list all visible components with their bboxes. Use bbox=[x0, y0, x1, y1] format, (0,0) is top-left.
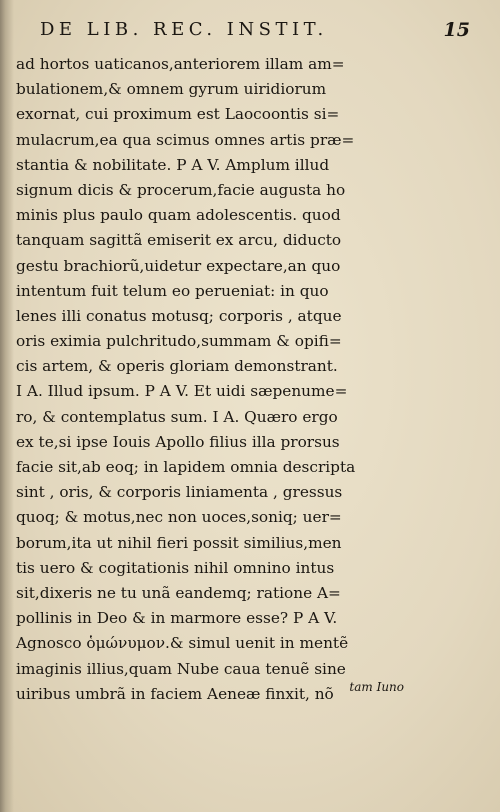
text-line: signum dicis & procerum,facie augusta ho bbox=[16, 180, 346, 199]
text-line: sint , oris, & corporis liniamenta , gressus bbox=[16, 483, 343, 502]
text-line: pollinis in Deo & in marmore esse? P A V. bbox=[16, 609, 338, 628]
text-line: tis uero & cogitationis nihil omnino intus bbox=[16, 558, 335, 577]
text-line: sit,dixeris ne tu unã eandemq; ratione A= bbox=[16, 583, 341, 602]
text-line: facie sit,ab eoq; in lapidem omnia descripta bbox=[16, 458, 356, 476]
page-number: 15 bbox=[443, 19, 470, 41]
text-line: I A. Illud ipsum. P A V. Et uidi sæpenume= bbox=[16, 382, 348, 401]
text-line: ro, & contemplatus sum. I A. Quæro ergo bbox=[16, 407, 338, 426]
text-line: imaginis illius,quam Nube caua tenuẽ sine bbox=[16, 659, 346, 678]
text-line: borum,ita ut nihil fieri possit similius,men bbox=[16, 533, 342, 552]
text-line: lenes illi conatus motusq; corporis , atque bbox=[16, 306, 342, 325]
text-line: gestu brachiorũ,uidetur expectare,an quo bbox=[16, 256, 341, 275]
running-head-title: DE LIB. REC. INSTIT. bbox=[40, 19, 328, 40]
running-head bbox=[40, 19, 470, 49]
text-line: Agnosco ὁμώνυμον.& simul uenit in mentẽ bbox=[16, 634, 349, 653]
catchword: tam Iuno bbox=[349, 680, 404, 694]
text-line: ex te,si ipse Iouis Apollo filius illa prorsus bbox=[16, 432, 340, 451]
text-line: uiribus umbrã in faciem Aeneæ finxit, nõ bbox=[16, 684, 334, 703]
text-line: bulationem,& omnem gyrum uiridiorum bbox=[16, 80, 327, 99]
text-line: stantia & nobilitate. P A V. Amplum illud bbox=[16, 155, 330, 174]
text-line: mulacrum,ea qua scimus omnes artis præ= bbox=[16, 130, 355, 149]
binding-gutter-shadow bbox=[0, 0, 14, 812]
text-line: exornat, cui proximum est Laocoontis si= bbox=[16, 105, 340, 124]
text-line: intentum fuit telum eo perueniat: in quo bbox=[16, 281, 329, 300]
text-line: quoq; & motus,nec non uoces,soniq; uer= bbox=[16, 508, 342, 527]
text-line: cis artem, & operis gloriam demonstrant. bbox=[16, 357, 338, 376]
text-line: tanquam sagittã emiserit ex arcu, diducto bbox=[16, 231, 342, 250]
text-line: ad hortos uaticanos,anteriorem illam am= bbox=[16, 55, 345, 73]
text-line: oris eximia pulchritudo,summam & opifi= bbox=[16, 332, 342, 351]
text-line: minis plus paulo quam adolescentis. quod bbox=[16, 206, 341, 225]
body-text bbox=[16, 52, 404, 707]
